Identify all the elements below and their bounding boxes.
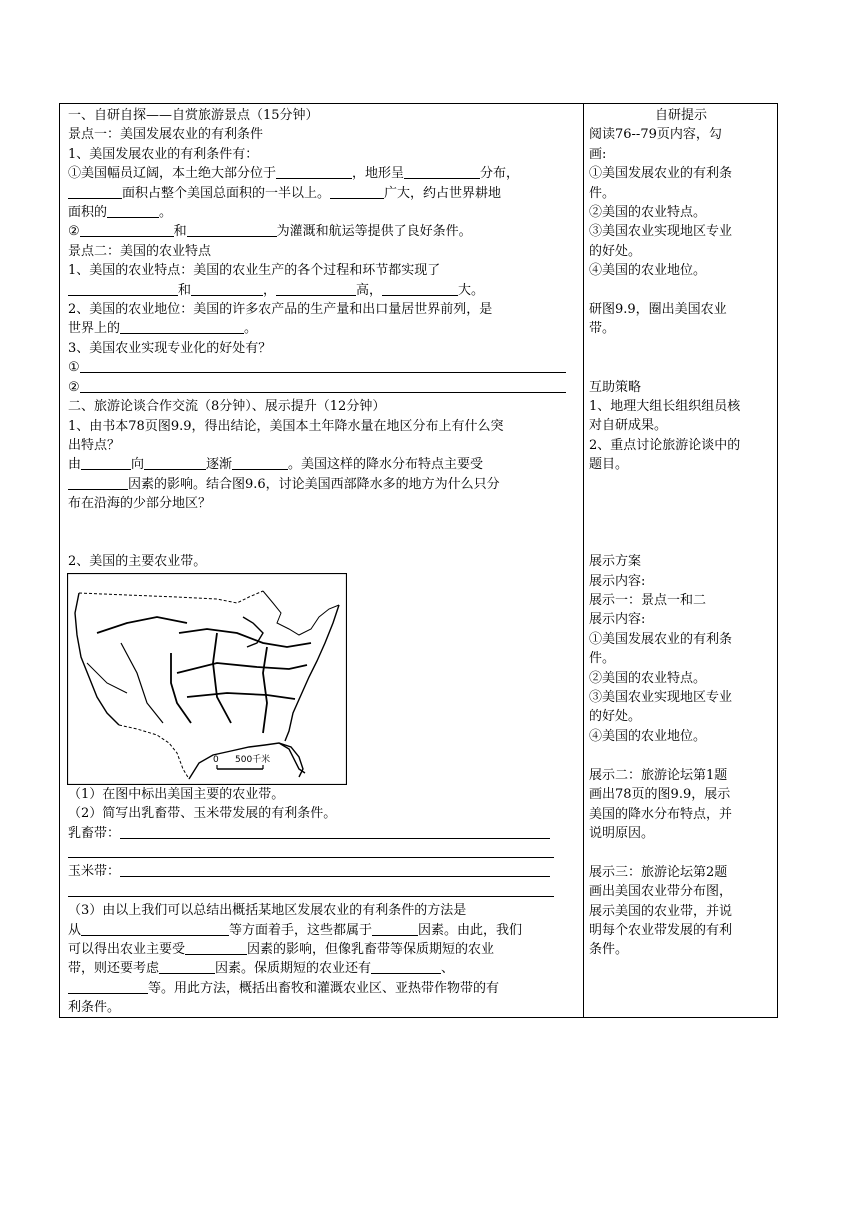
hint-text: 画: xyxy=(589,146,607,162)
d3-line-a: （3）由以上我们可以总结出概括某地区发展农业的有利条件的方法是 xyxy=(68,903,467,919)
blank[interactable] xyxy=(68,185,122,199)
plan-title: 展示方案 xyxy=(589,554,642,570)
plan-text: 件。 xyxy=(589,651,616,667)
blank[interactable] xyxy=(68,476,128,490)
blank[interactable] xyxy=(80,223,174,237)
d3-line-f: 利条件。 xyxy=(68,1000,121,1016)
blank[interactable] xyxy=(372,922,418,936)
blank[interactable] xyxy=(107,204,159,218)
plan-text: 展示三：旅游论坛第2题 xyxy=(589,864,728,880)
plan-text: 展示内容: xyxy=(589,573,646,589)
spot-1-title: 景点一：美国发展农业的有利条件 xyxy=(68,127,264,143)
q1-line-a: ①美国幅员辽阔，本土绝大部分位于 ，地形呈 分布， xyxy=(68,166,520,182)
dairy-line: 乳畜带： xyxy=(68,824,578,843)
map-frame xyxy=(68,573,347,784)
worksheet-table xyxy=(59,103,778,1018)
q1-line-c: 面积的 。 xyxy=(68,205,173,221)
plan-text: 明每个农业带发展的有利 xyxy=(589,922,733,938)
blank[interactable] xyxy=(187,223,277,237)
hint-text: ②美国的农业特点。 xyxy=(589,205,707,221)
blank[interactable] xyxy=(191,282,263,296)
hint-title: 自研提示 xyxy=(654,108,707,123)
q1-line-b: 面积占整个美国总面积的一半以上。 广大，约占世界耕地 xyxy=(68,184,578,203)
d1-line-d: 因素的影响。结合图9.6，讨论美国西部降水多的地方为什么只分 xyxy=(68,475,578,494)
corn-line-2 xyxy=(68,882,578,901)
d1-line-a: 1、由书本78页图9.9，得出结论，美国本土年降水量在地区分布上有什么突 xyxy=(68,418,504,434)
spot-2-title: 景点二：美国的农业特点 xyxy=(68,243,212,259)
hint-text: ①美国发展农业的有利条 xyxy=(589,166,733,182)
hint-text: 的好处。 xyxy=(589,243,642,259)
plan-text: 的好处。 xyxy=(589,709,642,725)
section-1-title: 一、自研自探——自赏旅游景点（15分钟） xyxy=(68,108,319,123)
question-1: 1、美国发展农业的有利条件有： xyxy=(68,146,259,162)
plan-text: 展示美国的农业带，并说 xyxy=(589,903,733,919)
d3-line-e: 等。用此方法，概括出畜牧和灌溉农业区、亚热带作物带的有 xyxy=(68,979,578,998)
q4-answer-2: ② xyxy=(68,378,578,397)
q4-answer-1: ① xyxy=(68,358,578,377)
q3-line-b: 世界上的 。 xyxy=(68,321,258,337)
hint-text: 件。 xyxy=(589,185,616,201)
plan-text: 展示二：旅游论坛第1题 xyxy=(589,767,728,783)
q2-line-a: 1、美国的农业特点：美国的农业生产的各个过程和环节都实现了 xyxy=(68,263,441,279)
question-4: 3、美国农业实现专业化的好处有？ xyxy=(68,340,272,356)
scale-label: 500千米 xyxy=(235,754,271,765)
hint-text: ③美国农业实现地区专业 xyxy=(589,224,733,240)
blank[interactable] xyxy=(185,941,247,955)
blank[interactable] xyxy=(81,456,131,470)
blank[interactable] xyxy=(232,456,288,470)
hint-text: 带。 xyxy=(589,321,616,337)
answer-line[interactable] xyxy=(80,379,566,393)
plan-text: 展示一：景点一和二 xyxy=(589,593,707,609)
d3-line-c: 可以得出农业主要受 因素的影响，但像乳畜带等保质期短的农业 xyxy=(68,941,495,957)
answer-line[interactable] xyxy=(80,359,566,373)
section-2-title: 二、旅游论谈合作交流（8分钟）、展示提升（12分钟） xyxy=(68,399,386,415)
blank[interactable] xyxy=(159,960,215,974)
hint-text: ④美国的农业地位。 xyxy=(589,263,707,279)
hint-text: 阅读76--79页内容，勾 xyxy=(589,127,722,143)
strategy-text: 对自研成果。 xyxy=(589,418,668,434)
hint-column xyxy=(589,106,773,960)
blank[interactable] xyxy=(68,980,148,994)
answer-line[interactable] xyxy=(120,863,550,877)
blank[interactable] xyxy=(371,960,441,974)
blank[interactable] xyxy=(144,456,206,470)
us-map xyxy=(67,573,347,785)
strategy-title: 互助策略 xyxy=(589,379,642,395)
strategy-text: 题目。 xyxy=(589,457,629,473)
answer-line[interactable] xyxy=(120,825,550,839)
blank[interactable] xyxy=(81,922,229,936)
strategy-text: 2、重点讨论旅游论谈中的 xyxy=(589,437,741,453)
blank[interactable] xyxy=(120,320,244,334)
d3-line-d: 带，则还要考虑 因素。保质期短的农业还有 、 xyxy=(68,961,455,977)
plan-text: ②美国的农业特点。 xyxy=(589,670,707,686)
plan-text: ①美国发展农业的有利条 xyxy=(589,631,733,647)
scale-zero: 0 xyxy=(213,754,219,765)
plan-text: 画出78页的图9.9，展示 xyxy=(589,787,731,803)
column-divider xyxy=(583,104,584,1017)
blank[interactable] xyxy=(382,282,458,296)
blank[interactable] xyxy=(276,282,356,296)
d1-line-b: 出特点？ xyxy=(68,437,121,453)
q1-line-d: ② 和 为灌溉和航运等提供了良好条件。 xyxy=(68,224,472,240)
blank[interactable] xyxy=(276,165,352,179)
d2-title: 2、美国的主要农业带。 xyxy=(68,554,207,570)
blank[interactable] xyxy=(68,282,178,296)
dairy-line-2 xyxy=(68,843,578,862)
plan-text: 画出美国农业带分布图， xyxy=(589,884,733,900)
q2-line-b: 和 ， 高， 大。 xyxy=(68,281,578,300)
answer-line[interactable] xyxy=(68,844,554,858)
plan-text: 条件。 xyxy=(589,942,629,958)
q3-line-a: 2、美国的农业地位：美国的许多农产品的生产量和出口量居世界前列，是 xyxy=(68,302,493,318)
main-column xyxy=(68,106,578,1018)
plan-text: ④美国的农业地位。 xyxy=(589,728,707,744)
plan-text: 展示内容: xyxy=(589,612,646,628)
d1-line-c: 由 向 逐渐 。美国这样的降水分布特点主要受 xyxy=(68,457,484,473)
d2-item-2: （2）简写出乳畜带、玉米带发展的有利条件。 xyxy=(68,806,337,822)
blank[interactable] xyxy=(404,165,480,179)
d2-item-1: （1）在图中标出美国主要的农业带。 xyxy=(68,786,285,802)
d3-line-b: 从 等方面着手，这些都属于 因素。由此，我们 xyxy=(68,922,523,938)
plan-text: ③美国农业实现地区专业 xyxy=(589,690,733,706)
strategy-text: 1、地理大组长组织组员核 xyxy=(589,399,741,415)
plan-text: 说明原因。 xyxy=(589,825,655,841)
plan-text: 美国的降水分布特点，并 xyxy=(589,806,733,822)
d1-line-e: 布在沿海的少部分地区？ xyxy=(68,496,212,512)
hint-text: 研图9.9，圈出美国农业 xyxy=(589,302,727,318)
answer-line[interactable] xyxy=(68,883,554,897)
blank[interactable] xyxy=(330,185,384,199)
corn-line: 玉米带： xyxy=(68,862,578,881)
